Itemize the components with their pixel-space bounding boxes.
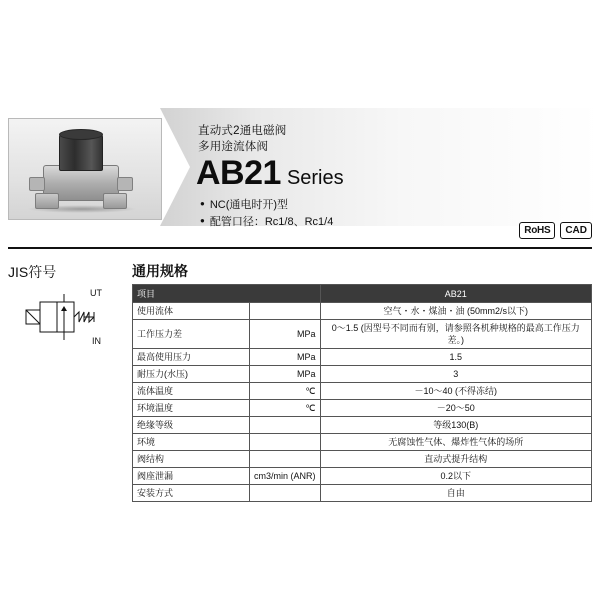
table-row	[133, 383, 592, 400]
row-item-6: 绝缘等级	[133, 417, 250, 434]
row-unit-8	[250, 451, 321, 468]
header-bullet-1: ● 配管口径：Rc1/8、Rc1/4	[200, 213, 333, 230]
rohs-badge: RoHS	[519, 222, 555, 239]
column-header-item: 项目	[133, 285, 321, 303]
column-header-model: AB21	[320, 285, 591, 303]
table-row	[133, 485, 592, 502]
page-title	[196, 154, 344, 193]
row-value-7: 无腐蚀性气体、爆炸性气体的场所	[320, 434, 591, 451]
row-value-1: 0～1.5 (因型号不同而有别，请参照各机种规格的最高工作压力差。)	[320, 320, 591, 349]
row-value-9: 0.2以下	[320, 468, 591, 485]
row-unit-0	[250, 303, 321, 320]
row-item-5: 环境温度	[133, 400, 250, 417]
table-row	[133, 434, 592, 451]
row-value-4: －10～40 (不得冻结)	[320, 383, 591, 400]
row-item-1: 工作压力差	[133, 320, 250, 349]
row-item-8: 阀结构	[133, 451, 250, 468]
cad-badge: CAD	[560, 222, 592, 239]
table-row	[133, 320, 592, 349]
row-unit-6	[250, 417, 321, 434]
row-item-2: 最高使用压力	[133, 349, 250, 366]
general-specifications-table	[132, 284, 592, 502]
row-value-6: 等级130(B)	[320, 417, 591, 434]
product-model-name: AB21	[196, 154, 281, 192]
valve-base-left-shape	[35, 193, 59, 209]
product-photo	[8, 118, 162, 220]
row-unit-5: ℃	[250, 400, 321, 417]
jis-symbol-title: JIS符号	[8, 264, 57, 280]
row-item-0: 使用流体	[133, 303, 250, 320]
row-unit-10	[250, 485, 321, 502]
table-row	[133, 451, 592, 468]
table-row	[133, 417, 592, 434]
row-value-2: 1.5	[320, 349, 591, 366]
row-value-8: 直动式提升结构	[320, 451, 591, 468]
table-header-row	[133, 285, 592, 303]
row-item-4: 流体温度	[133, 383, 250, 400]
row-unit-4: ℃	[250, 383, 321, 400]
product-header	[0, 108, 600, 243]
jis-port-out-label: UT	[90, 288, 102, 298]
row-value-10: 自由	[320, 485, 591, 502]
product-series-word: Series	[286, 167, 344, 189]
row-item-7: 环境	[133, 434, 250, 451]
row-unit-3: MPa	[250, 366, 321, 383]
table-row	[133, 400, 592, 417]
certification-badges	[519, 222, 592, 239]
header-subtitle-line1: 直动式2通电磁阀	[198, 125, 287, 137]
valve-port-left-shape	[29, 177, 45, 191]
header-bullet-0: ● NC(通电时开)型	[200, 196, 333, 213]
valve-base-right-shape	[103, 193, 127, 209]
row-item-9: 阀座泄漏	[133, 468, 250, 485]
section-divider	[8, 247, 592, 249]
table-row	[133, 349, 592, 366]
jis-symbol-svg	[18, 288, 122, 348]
row-value-0: 空气・水・煤油・油 (50mm2/s以下)	[320, 303, 591, 320]
spec-table-title: 通用规格	[132, 263, 188, 279]
row-unit-1: MPa	[250, 320, 321, 349]
row-unit-7	[250, 434, 321, 451]
valve-port-right-shape	[117, 177, 133, 191]
header-bullet-list	[200, 196, 333, 230]
row-value-3: 3	[320, 366, 591, 383]
table-row	[133, 366, 592, 383]
row-item-10: 安装方式	[133, 485, 250, 502]
header-arrow-icon	[160, 108, 190, 226]
row-item-3: 耐压力(水压)	[133, 366, 250, 383]
table-row	[133, 303, 592, 320]
row-unit-2: MPa	[250, 349, 321, 366]
valve-coil-top-shape	[59, 129, 103, 140]
table-row	[133, 468, 592, 485]
jis-port-in-label: IN	[92, 336, 101, 346]
row-value-5: －20～50	[320, 400, 591, 417]
row-unit-9: cm3/min (ANR)	[250, 468, 321, 485]
jis-symbol-diagram	[18, 288, 122, 348]
header-subtitle-line2: 多用途流体阀	[198, 141, 269, 153]
